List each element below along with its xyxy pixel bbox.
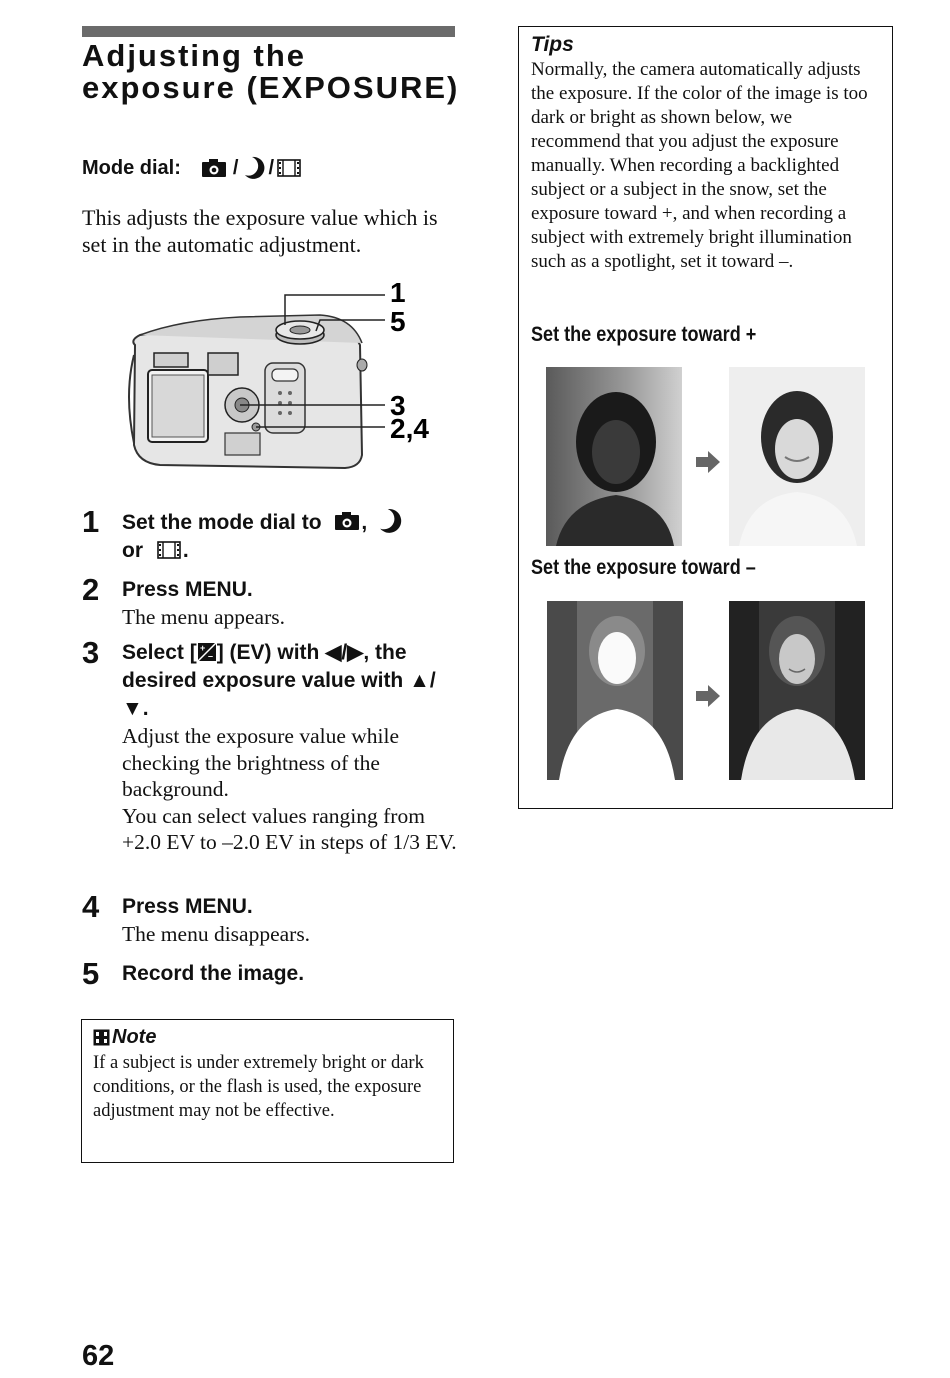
step-5	[82, 956, 462, 991]
exposure-icon	[197, 642, 217, 662]
title-bar	[82, 26, 455, 37]
step-heading: Select [ + – ] (EV) with ◀/▶, the desired exposure value with ▲/▼.	[122, 641, 436, 720]
step-heading: Set the mode dial to , or .	[122, 508, 462, 565]
arrow-right-icon	[694, 683, 722, 709]
callout-1: 1	[390, 277, 406, 308]
step-3	[82, 635, 462, 856]
photo-corrected-plus	[729, 367, 865, 546]
step-heading: Press MENU.	[122, 578, 253, 601]
step-number: 1	[82, 504, 100, 539]
tips-title: Tips	[531, 33, 574, 56]
step-body: The menu disappears.	[122, 922, 311, 946]
page-title: Adjusting the exposure (EXPOSURE)	[82, 38, 460, 105]
step-2	[82, 572, 462, 631]
minus-heading: Set the exposure toward –	[531, 556, 756, 579]
twilight-mode-icon	[379, 508, 403, 534]
step-number: 2	[82, 572, 100, 607]
note-box	[81, 1019, 454, 1163]
twilight-mode-icon	[244, 156, 266, 180]
step-1	[82, 504, 462, 565]
movie-mode-icon	[155, 540, 183, 560]
intro-paragraph: This adjusts the exposure value which is set in the automatic adjustment.	[82, 205, 438, 257]
photo-overexposed	[547, 601, 683, 780]
callout-5: 5	[390, 306, 406, 337]
photo-underexposed	[546, 367, 682, 546]
svg-text:–: –	[207, 651, 213, 661]
movie-mode-icon	[276, 158, 302, 178]
step-number: 3	[82, 635, 100, 670]
plus-heading: Set the exposure toward +	[531, 323, 757, 346]
camera-illustration	[120, 275, 450, 475]
note-text: If a subject is under extremely bright or dark conditions, or the flash is used, the exposure adjustment may not be effective.	[93, 1053, 424, 1121]
step-heading: Record the image.	[122, 962, 305, 985]
svg-text:+: +	[199, 643, 205, 653]
callout-2-4: 2,4	[390, 413, 429, 444]
note-icon	[93, 1029, 110, 1046]
photo-corrected-minus	[729, 601, 865, 780]
mode-dial-line	[82, 156, 302, 180]
camera-mode-icon	[333, 511, 361, 531]
step-body: You can select values ranging from +2.0 EV to –2.0 EV in steps of 1/3 EV.	[122, 803, 457, 854]
step-heading: Press MENU.	[122, 895, 253, 918]
tips-text: Normally, the camera automatically adjusts the exposure. If the color of the image is too dark or bright as shown below, we recommend that you adjust the exposure manually. When recording a backlighted subject or a subject in the snow, set the exposure toward +, and when recording a subject with extremely bright illumination such as a spotlight, set it toward –.	[531, 59, 868, 272]
step-body: The menu appears.	[122, 605, 285, 629]
page-number: 62	[82, 1340, 115, 1372]
tips-box	[518, 26, 893, 809]
step-number: 4	[82, 889, 100, 924]
step-number: 5	[82, 956, 100, 991]
mode-dial-label: Mode dial:	[82, 156, 181, 179]
mode-separator: /	[232, 156, 239, 179]
step-body: Adjust the exposure value while checking the brightness of the background.	[122, 724, 400, 801]
step-4	[82, 889, 462, 948]
note-title: Note	[93, 1026, 442, 1049]
arrow-right-icon	[694, 449, 722, 475]
callout-3: 3	[390, 390, 406, 421]
camera-mode-icon	[201, 158, 227, 178]
mode-separator: /	[268, 156, 275, 179]
